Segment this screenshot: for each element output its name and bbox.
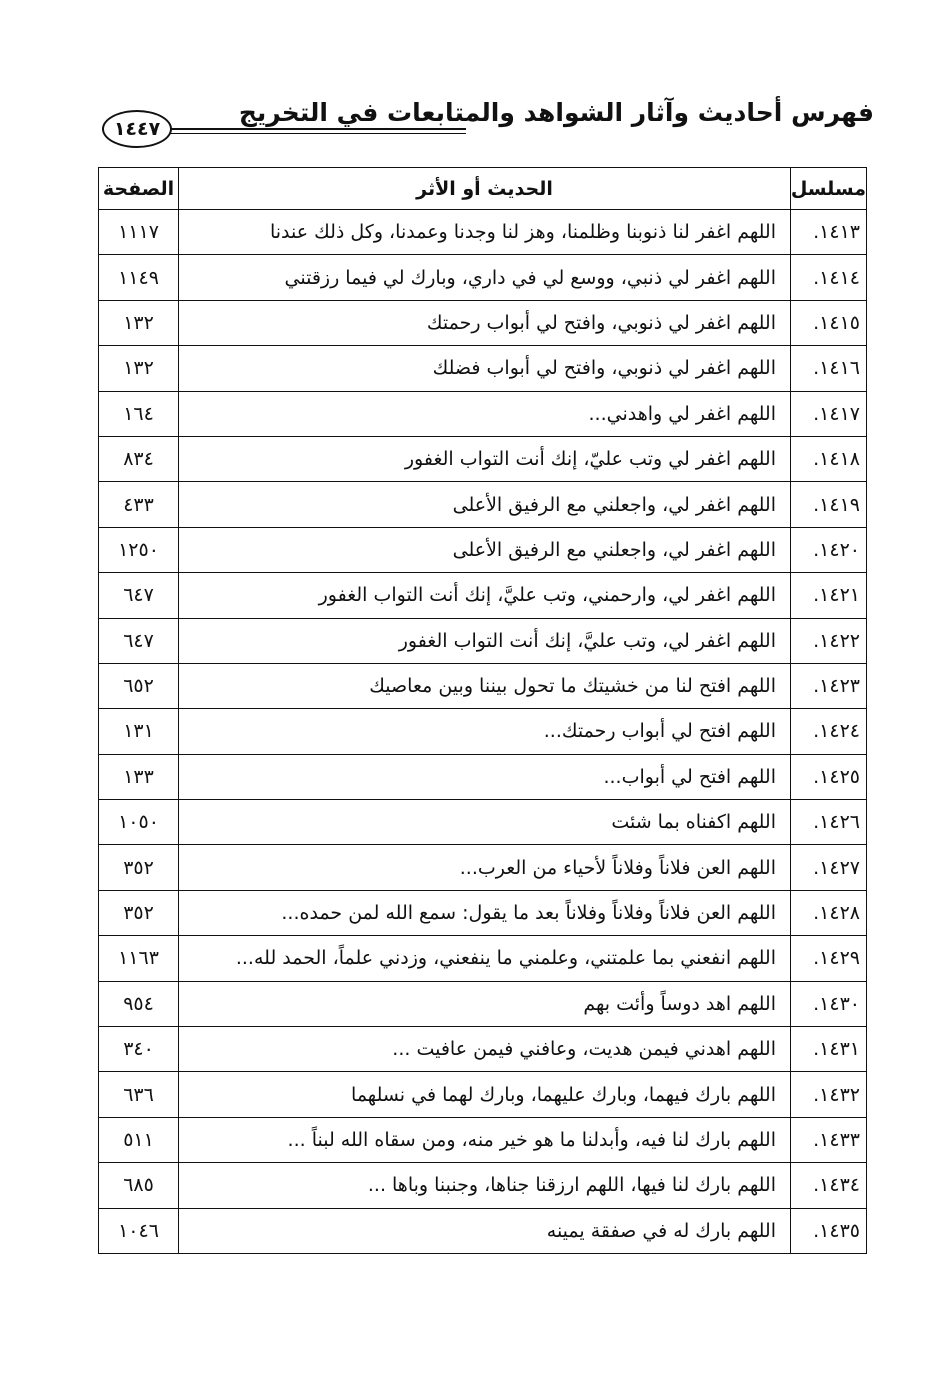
page-number-cell: ٦٥٢ [99,663,179,708]
page-number-cell: ٣٥٢ [99,890,179,935]
table-row [99,1117,867,1162]
hadith-text-cell: اللهم اغفر لي ذنبي، ووسع لي في داري، وبارك لي فيما رزقتني [179,255,791,300]
table-row [99,981,867,1026]
hadith-text-cell: اللهم اغفر لي، واجعلني مع الرفيق الأعلى [179,527,791,572]
table-row [99,573,867,618]
serial-cell: ١٤٢٥. [791,754,867,799]
table-row [99,527,867,572]
page-header [98,88,876,154]
page-number-cell: ٨٣٤ [99,436,179,481]
page-number-cell: ١٣٢ [99,346,179,391]
hadith-text-cell: اللهم اغفر لي ذنوبي، وافتح لي أبواب فضلك [179,346,791,391]
hadith-text-cell: اللهم العن فلاناً وفلاناً وفلاناً بعد ما يقول: سمع الله لمن حمده... [179,890,791,935]
column-header-text: الحديث أو الأثر [179,168,791,210]
page-number-cell: ١٠٥٠ [99,800,179,845]
hadith-text-cell: اللهم العن فلاناً وفلاناً لأحياء من العرب... [179,845,791,890]
serial-cell: ١٤٢٧. [791,845,867,890]
serial-cell: ١٤٣٥. [791,1208,867,1253]
table-row [99,346,867,391]
serial-cell: ١٤١٥. [791,300,867,345]
serial-cell: ١٤٣٤. [791,1163,867,1208]
table-row [99,300,867,345]
serial-cell: ١٤٢٩. [791,936,867,981]
hadith-text-cell: اللهم بارك لنا فيها، اللهم ارزقنا جناها، وجنبنا وباها ... [179,1163,791,1208]
running-title: فهرس أحاديث وآثار الشواهد والمتابعات في التخريج [238,98,874,127]
hadith-text-cell: اللهم اغفر لي، واجعلني مع الرفيق الأعلى [179,482,791,527]
column-header-page: الصفحة [99,168,179,210]
serial-cell: ١٤٢٢. [791,618,867,663]
serial-cell: ١٤٣٠. [791,981,867,1026]
page-number-cell: ٦٣٦ [99,1072,179,1117]
hadith-text-cell: اللهم بارك لنا فيه، وأبدلنا ما هو خير منه، ومن سقاه الله لبناً ... [179,1117,791,1162]
serial-cell: ١٤٣٢. [791,1072,867,1117]
page-number-cell: ٣٤٠ [99,1027,179,1072]
serial-cell: ١٤٣١. [791,1027,867,1072]
table-row [99,800,867,845]
hadith-text-cell: اللهم اغفر لنا ذنوبنا وظلمنا، وهز لنا وجدنا وعمدنا، وكل ذلك عندنا [179,210,791,255]
serial-cell: ١٤١٦. [791,346,867,391]
serial-cell: ١٤١٨. [791,436,867,481]
page-number-cell: ١٣١ [99,709,179,754]
hadith-text-cell: اللهم اغفر لي وتب عليّ، إنك أنت التواب الغفور [179,436,791,481]
table-row [99,436,867,481]
hadith-text-cell: اللهم اغفر لي، وارحمني، وتب عليَّ، إنك أنت التواب الغفور [179,573,791,618]
table-header-row [99,168,867,210]
hadith-text-cell: اللهم افتح لي أبواب... [179,754,791,799]
table-row [99,1072,867,1117]
table-row [99,709,867,754]
page-number-cell: ٤٣٣ [99,482,179,527]
table-row [99,936,867,981]
table-row [99,754,867,799]
serial-cell: ١٤٢٦. [791,800,867,845]
hadith-index-table [98,167,867,1254]
serial-cell: ١٤١٤. [791,255,867,300]
hadith-text-cell: اللهم اهدني فيمن هديت، وعافني فيمن عافيت ... [179,1027,791,1072]
page-number-cell: ٦٨٥ [99,1163,179,1208]
column-header-serial: مسلسل [791,168,867,210]
serial-cell: ١٤٢١. [791,573,867,618]
page-number-cell: ١٣٣ [99,754,179,799]
serial-cell: ١٤٢٣. [791,663,867,708]
table-row [99,255,867,300]
page-number-cell: ٣٥٢ [99,845,179,890]
serial-cell: ١٤١٩. [791,482,867,527]
serial-cell: ١٤١٣. [791,210,867,255]
serial-cell: ١٤٢٨. [791,890,867,935]
table-row [99,391,867,436]
page-number-cell: ١١١٧ [99,210,179,255]
serial-cell: ١٤١٧. [791,391,867,436]
serial-cell: ١٤٢٠. [791,527,867,572]
table-row [99,1027,867,1072]
page-number: ١٤٤٧ [113,118,161,140]
header-rule [170,128,466,130]
page-number-cell: ٥١١ [99,1117,179,1162]
hadith-text-cell: اللهم اهد دوساً وأئت بهم [179,981,791,1026]
table-row [99,845,867,890]
hadith-text-cell: اللهم افتح لنا من خشيتك ما تحول بيننا وبين معاصيك [179,663,791,708]
table-row [99,210,867,255]
page-number-cell: ٩٥٤ [99,981,179,1026]
page-number-cell: ١١٦٣ [99,936,179,981]
hadith-text-cell: اللهم بارك له في صفقة يمينه [179,1208,791,1253]
page-number-cell: ١٦٤ [99,391,179,436]
table-row [99,890,867,935]
page-number-badge [102,110,172,148]
page-number-cell: ١١٤٩ [99,255,179,300]
hadith-text-cell: اللهم بارك فيهما، وبارك عليهما، وبارك لهما في نسلهما [179,1072,791,1117]
hadith-text-cell: اللهم اغفر لي، وتب عليَّ، إنك أنت التواب الغفور [179,618,791,663]
hadith-text-cell: اللهم اكفناه بما شئت [179,800,791,845]
serial-cell: ١٤٣٣. [791,1117,867,1162]
table-row [99,663,867,708]
hadith-text-cell: اللهم انفعني بما علمتني، وعلمني ما ينفعني، وزدني علماً، الحمد لله... [179,936,791,981]
header-rule-thin [170,133,466,134]
hadith-text-cell: اللهم اغفر لي ذنوبي، وافتح لي أبواب رحمتك [179,300,791,345]
page-number-cell: ١٠٤٦ [99,1208,179,1253]
serial-cell: ١٤٢٤. [791,709,867,754]
table-row [99,482,867,527]
page-number-cell: ١٣٢ [99,300,179,345]
page-number-cell: ١٢٥٠ [99,527,179,572]
table-row [99,1163,867,1208]
table-row [99,618,867,663]
page-number-cell: ٦٤٧ [99,618,179,663]
hadith-text-cell: اللهم اغفر لي واهدني... [179,391,791,436]
page-number-cell: ٦٤٧ [99,573,179,618]
table-row [99,1208,867,1253]
hadith-text-cell: اللهم افتح لي أبواب رحمتك... [179,709,791,754]
